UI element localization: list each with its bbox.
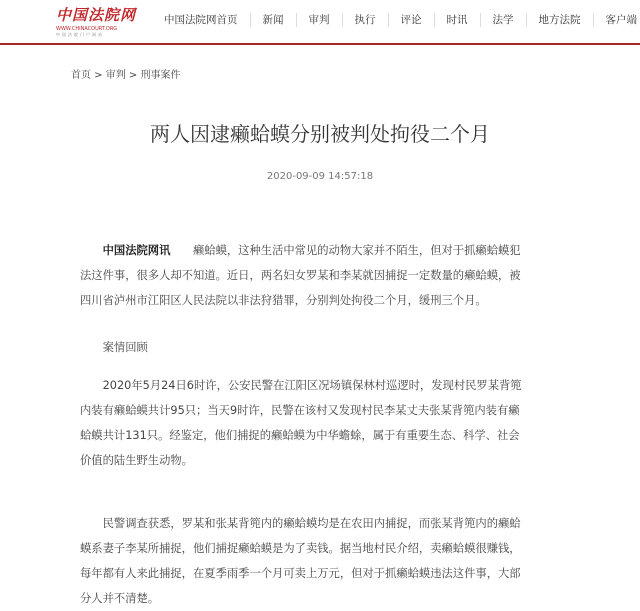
header-bar	[0, 0, 640, 45]
paragraph-intro	[80, 238, 522, 313]
main-nav	[160, 13, 640, 27]
nav-commentary[interactable]: 评论	[389, 13, 435, 27]
nav-home[interactable]: 中国法院网首页	[160, 13, 251, 27]
nav-news[interactable]: 新闻	[251, 13, 297, 27]
nav-current-news[interactable]: 时讯	[435, 13, 481, 27]
site-logo[interactable]	[56, 4, 136, 40]
source-label: 中国法院网讯	[103, 244, 171, 257]
article-date: 2020-09-09 14:57:18	[0, 171, 640, 182]
nav-local-courts[interactable]: 地方法院	[527, 13, 594, 27]
logo-subtitle: 中国法院门户网站	[56, 32, 136, 38]
nav-law-studies[interactable]: 法学	[481, 13, 527, 27]
paragraph-investigation: 民警调查获悉，罗某和张某背篼内的癞蛤蟆均是在农田内捕捉，而张某背篼内的癞蛤蟆系妻子李某所捕捉，他们捕捉癞蛤蟆是为了卖钱。据当地村民介绍，卖癞蛤蟆很赚钱，每年都有人来此捕捉，在夏季雨季一个月可卖上万元，但对于抓癞蛤蟆违法这件事，大部分人并不清楚。	[80, 511, 522, 611]
breadcrumb[interactable]: 首页 > 审判 > 刑事案件	[71, 66, 180, 81]
nav-enforcement[interactable]: 执行	[343, 13, 389, 27]
logo-text: 中国法院网	[56, 4, 136, 25]
intro-text: 癞蛤蟆，这种生活中常见的动物大家并不陌生，但对于抓癞蛤蟆犯法这件事，很多人却不知道。近日，两名妇女罗某和李某就因捕捉一定数量的癞蛤蟆，被四川省泸州市江阳区人民法院以非法狩猎罪，分别判处拘役二个月，缓刑三个月。	[80, 244, 521, 307]
nav-client[interactable]: 客户端	[594, 13, 640, 27]
article-title: 两人因逮癞蛤蟆分别被判处拘役二个月	[0, 118, 640, 147]
logo-url: WWW.CHINACOURT.ORG	[56, 26, 136, 32]
nav-trial[interactable]: 审判	[297, 13, 343, 27]
paragraph-case: 2020年5月24日6时许，公安民警在江阳区况场镇保林村巡逻时，发现村民罗某背篼内装有癞蛤蟆共计95只；当天9时许，民警在该村又发现村民李某丈夫张某背篼内装有癞蛤蟆共计131只。经鉴定，他们捕捉的癞蛤蟆为中华蟾蜍，属于有重要生态、科学、社会价值的陆生野生动物。	[80, 373, 522, 473]
section-heading: 案情回顾	[80, 335, 522, 360]
